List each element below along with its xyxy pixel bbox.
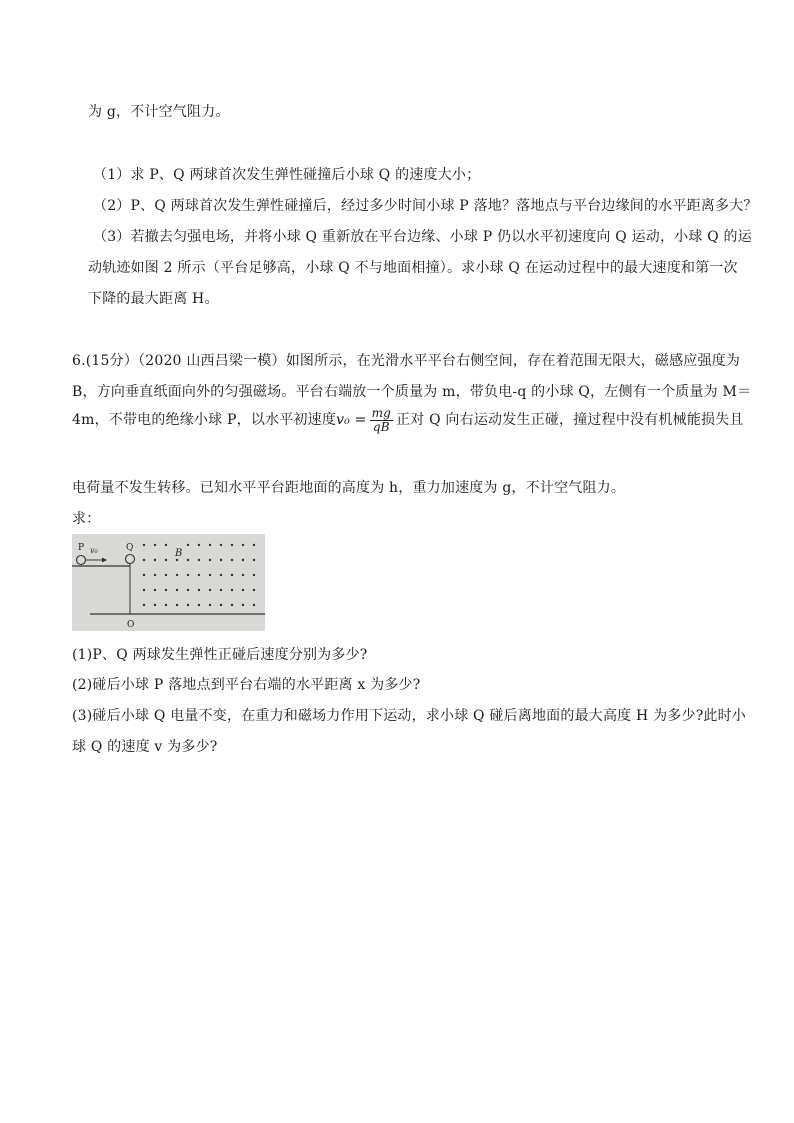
field-dot (231, 589, 233, 591)
field-dot (220, 559, 222, 561)
field-dot (154, 559, 156, 561)
label-p: P (78, 543, 85, 553)
field-dot (198, 589, 200, 591)
field-dot (253, 574, 255, 576)
field-dot (187, 574, 189, 576)
fraction-numerator: mg (371, 405, 392, 420)
problem-6-line-4: 电荷量不发生转移。已知水平平台距地面的高度为 h，重力加速度为 g，不计空气阻力。 (72, 480, 626, 496)
field-dot (231, 559, 233, 561)
field-dot (220, 589, 222, 591)
field-dot (220, 574, 222, 576)
question-3-line-2: 动轨迹如图 2 所示（平台足够高，小球 Q 不与地面相撞）。求小球 Q 在运动过程中的最大速度和第一次 (88, 260, 738, 276)
field-dot (187, 589, 189, 591)
field-dot (253, 589, 255, 591)
field-dot (143, 604, 145, 606)
field-dot (187, 544, 189, 546)
field-dot (198, 544, 200, 546)
field-dot (143, 544, 145, 546)
magnetic-field-dots (143, 544, 255, 606)
field-dot (253, 559, 255, 561)
field-dot (209, 544, 211, 546)
field-dot (198, 604, 200, 606)
field-dot (220, 604, 222, 606)
field-dot (242, 559, 244, 561)
field-dot (253, 604, 255, 606)
line-3-suffix: 正对 Q 向右运动发生正碰，撞过程中没有机械能损失且 (396, 412, 744, 428)
field-dot (165, 604, 167, 606)
field-dot (165, 574, 167, 576)
velocity-fraction (370, 407, 393, 434)
figure-diagram (72, 534, 265, 631)
fraction-denominator: qB (372, 419, 390, 434)
field-dot (209, 604, 211, 606)
question-3-line-3: 下降的最大距离 H。 (88, 291, 219, 307)
field-dot (253, 544, 255, 546)
field-dot (209, 589, 211, 591)
field-dot (176, 574, 178, 576)
problem-6-line-3 (72, 402, 744, 438)
field-dot (143, 589, 145, 591)
field-dot (242, 574, 244, 576)
label-v0: v₀ (90, 546, 98, 555)
sub-question-2: (2)碰后小球 P 落地点到平台右端的水平距离 x 为多少? (72, 677, 421, 693)
field-dot (198, 559, 200, 561)
field-dot (165, 589, 167, 591)
field-dot (242, 604, 244, 606)
problem-6-line-2: B，方向垂直纸面向外的匀强磁场。平台右端放一个质量为 m，带负电-q 的小球 Q，左侧有一个质量为 M＝ (72, 384, 752, 400)
question-1: （1）求 P、Q 两球首次发生弹性碰撞后小球 Q 的速度大小； (93, 167, 481, 183)
field-dot (209, 574, 211, 576)
field-dot (242, 589, 244, 591)
field-dot (187, 604, 189, 606)
continuation-line: 为 g，不计空气阻力。 (88, 104, 230, 120)
velocity-arrow-head (102, 558, 107, 563)
field-dot (176, 559, 178, 561)
question-3-line-1: （3）若撤去匀强电场，并将小球 Q 重新放在平台边缘、小球 P 仍以水平初速度向 Q 运动，小球 Q 的运 (93, 229, 752, 245)
problem-6-line-1: 6.(15分）（2020 山西吕梁一模）如图所示，在光滑水平平台右侧空间，存在着范围无限大，磁感应强度为 (72, 353, 741, 369)
field-dot (143, 559, 145, 561)
sub-question-3-line-1: (3)碰后小球 Q 电量不变，在重力和磁场力作用下运动，求小球 Q 碰后离地面的最大高度 H 为多少?此时小 (72, 708, 746, 724)
field-dot (209, 559, 211, 561)
line-3-prefix: 4m，不带电的绝缘小球 P，以水平初速度 (72, 412, 337, 428)
ball-p (77, 556, 86, 565)
label-o: O (127, 620, 135, 630)
field-dot (176, 604, 178, 606)
field-dot (176, 589, 178, 591)
field-dot (231, 604, 233, 606)
field-dot (187, 559, 189, 561)
field-dot (198, 574, 200, 576)
field-dot (154, 574, 156, 576)
field-dot (165, 544, 167, 546)
field-dot (143, 574, 145, 576)
sub-question-1: (1)P、Q 两球发生弹性正碰后速度分别为多少? (72, 647, 368, 663)
field-dot (154, 589, 156, 591)
label-q: Q (126, 543, 134, 553)
magnetic-field-figure (72, 534, 265, 631)
sub-question-3-line-2: 球 Q 的速度 v 为多少? (72, 739, 218, 755)
ball-q (126, 555, 135, 564)
question-2: （2）P、Q 两球首次发生弹性碰撞后，经过多少时间小球 P 落地？落地点与平台边缘间的水平距离多大？ (93, 198, 758, 214)
field-dot (231, 574, 233, 576)
problem-6-line-5: 求： (72, 511, 101, 527)
field-dot (242, 544, 244, 546)
field-dot (154, 544, 156, 546)
label-b: B (175, 548, 183, 559)
v0-symbol: v₀ = (336, 412, 367, 428)
field-dot (220, 544, 222, 546)
field-dot (154, 604, 156, 606)
field-dot (231, 544, 233, 546)
field-dot (165, 559, 167, 561)
